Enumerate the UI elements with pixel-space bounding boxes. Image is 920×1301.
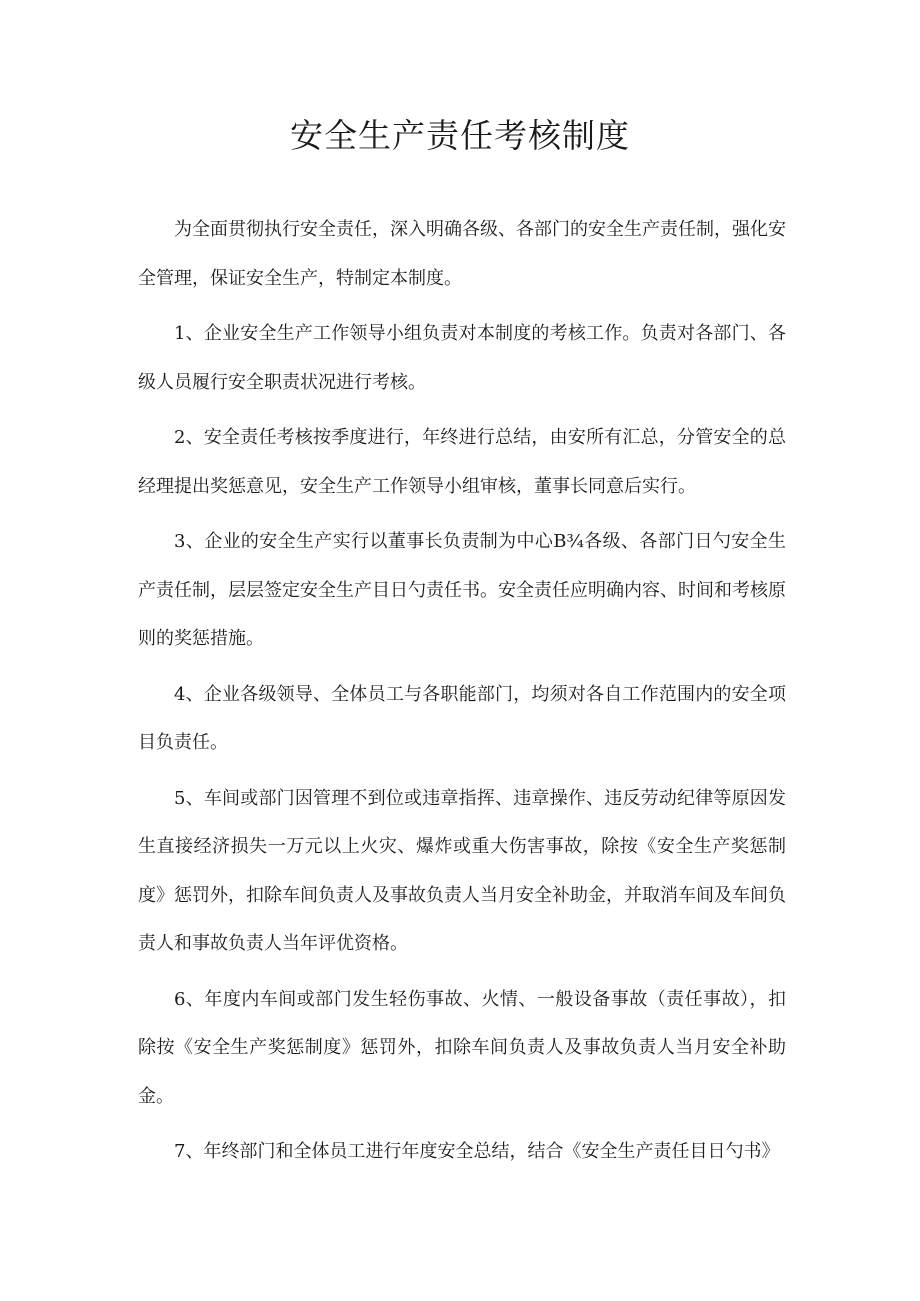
clause-4-paragraph: 4、企业各级领导、全体员工与各职能部门，均须对各自工作范围内的安全项目负责任。 (138, 683, 786, 753)
clause-3-paragraph: 3、企业的安全生产实行以董事长负责制为中心B¾各级、各部门日勺安全生产责任制，层层签定安全生产目日勺责任书。安全责任应明确内容、时间和考核原则的奖惩措施。 (138, 531, 786, 649)
intro-paragraph: 为全面贯彻执行安全责任，深入明确各级、各部门的安全生产责任制，强化安全管理，保证安全生产，特制定本制度。 (138, 219, 786, 289)
clause-2-paragraph: 2、安全责任考核按季度进行，年终进行总结，由安所有汇总，分管安全的总经理提出奖惩意见，安全生产工作领导小组审核，董事长同意后实行。 (138, 427, 786, 497)
clause-5-paragraph: 5、车间或部门因管理不到位或违章指挥、违章操作、违反劳动纪律等原因发生直接经济损失一万元以上火灾、爆炸或重大伤害事故，除按《安全生产奖惩制度》惩罚外，扣除车间负责人及事故负责人当月安全补助金，并取消车间及车间负责人和事故负责人当年评优资格。 (138, 787, 786, 954)
clause-1-paragraph: 1、企业安全生产工作领导小组负责对本制度的考核工作。负责对各部门、各级人员履行安全职责状况进行考核。 (138, 323, 786, 393)
document-title: 安全生产责任考核制度 (290, 116, 630, 155)
clause-7-paragraph: 7、年终部门和全体员工进行年度安全总结，结合《安全生产责任目日勺书》 (174, 1141, 780, 1162)
clause-6-paragraph: 6、年度内车间或部门发生轻伤事故、火情、一般设备事故（责任事故），扣除按《安全生产奖惩制度》惩罚外，扣除车间负责人及事故负责人当月安全补助金。 (138, 988, 786, 1107)
document-body (138, 206, 786, 1177)
